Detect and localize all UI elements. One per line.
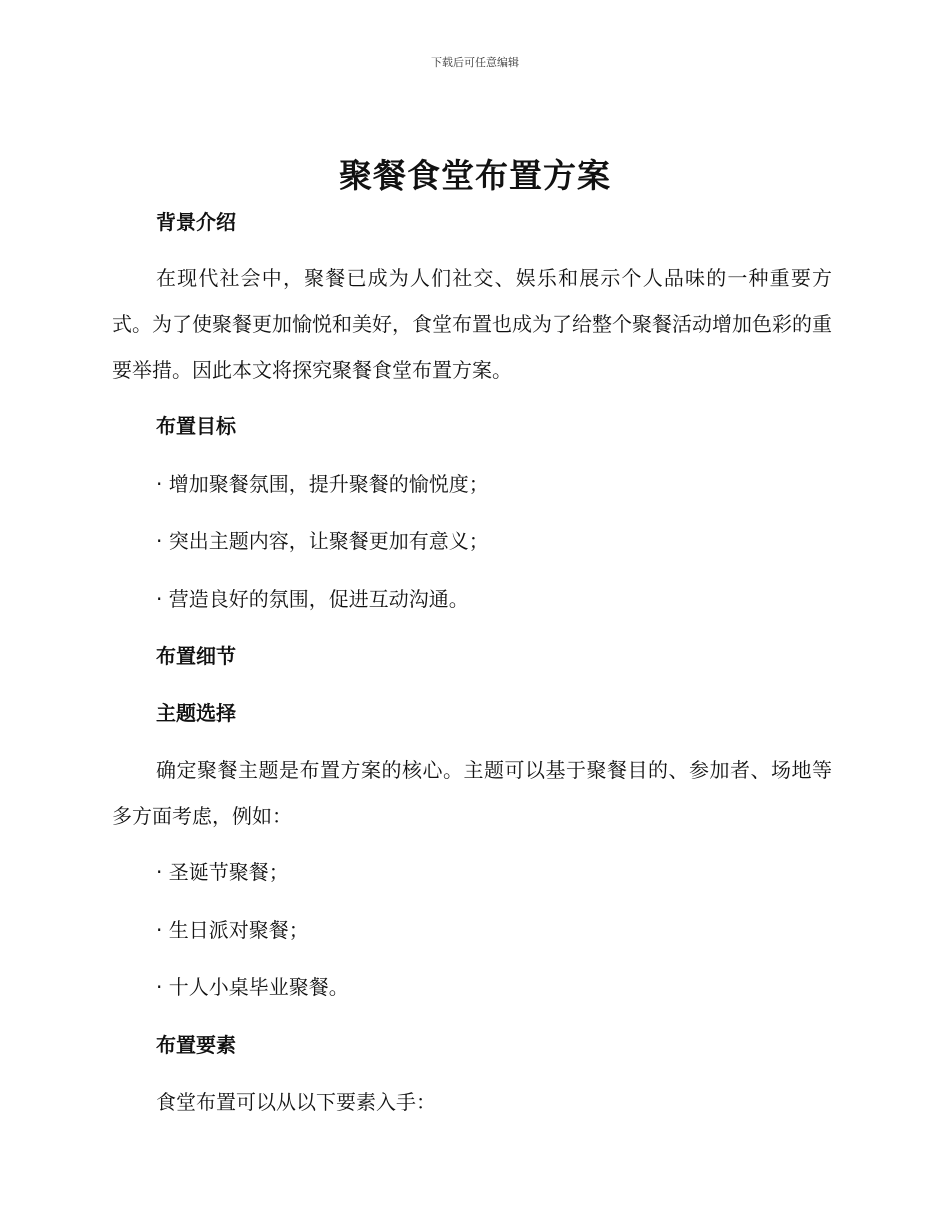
list-item-theme: · 圣诞节聚餐； — [156, 860, 289, 884]
paragraph-background: 在现代社会中，聚餐已成为人们社交、娱乐和展示个人品味的一种重要方式。为了使聚餐更加愉悦和美好，食堂布置也成为了给整个聚餐活动增加色彩的重要举措。因此本文将探究聚餐食堂布置方案。 — [112, 266, 832, 382]
list-item-goal: · 突出主题内容，让聚餐更加有意义； — [156, 529, 489, 553]
heading-details: 布置细节 — [156, 644, 236, 668]
list-item-theme: · 生日派对聚餐； — [156, 918, 309, 942]
heading-theme: 主题选择 — [156, 701, 236, 725]
paragraph-elements-intro: 食堂布置可以从以下要素入手： — [156, 1090, 436, 1114]
heading-elements: 布置要素 — [156, 1033, 236, 1057]
heading-background: 背景介绍 — [156, 210, 236, 234]
document-title: 聚餐食堂布置方案 — [339, 156, 611, 195]
header-note: 下载后可任意编辑 — [431, 56, 519, 69]
list-item-goal: · 营造良好的氛围，促进互动沟通。 — [156, 587, 469, 611]
list-item-theme: · 十人小桌毕业聚餐。 — [156, 975, 349, 999]
heading-goals: 布置目标 — [156, 414, 236, 438]
paragraph-theme: 确定聚餐主题是布置方案的核心。主题可以基于聚餐目的、参加者、场地等多方面考虑，例如： — [112, 758, 832, 828]
list-item-goal: · 增加聚餐氛围，提升聚餐的愉悦度； — [156, 472, 489, 496]
